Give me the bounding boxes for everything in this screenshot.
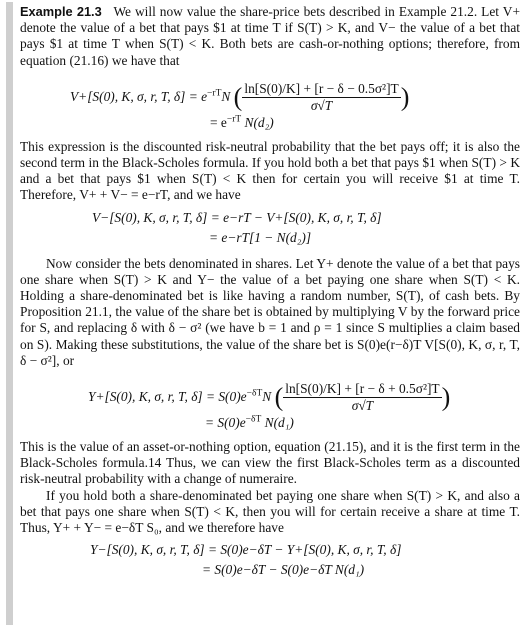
eq3-fraction — [283, 381, 441, 414]
eq1-lhs: V+[S(0), K, σ, r, T, δ] = e — [70, 88, 208, 104]
eq1-exp: −rT — [207, 88, 222, 99]
example-intro-text: We will now value the share-price bets described in Example 21.2. Let V+ denote the value of a bet that pays $1 at time T if S(T) > K, and V− the value of a bet that pays $1 at time T when S(T) < K. Both bets are cash-or-nothing options; therefore, from equation (21.16) we have that — [20, 4, 520, 68]
equation-y-plus: Y+[S(0), K, σ, r, T, $\delta] = S(0)e^{-\delta T}N$ ( $\frac{\text{ln[S(0)/K] + [r − δ + 0.5σ²]T}}{\sigma√T}$ ) = $S(0)e^{-\delta T}$ N(d₁) — [88, 381, 451, 431]
eq4-line1: Y−[S(0), K, σ, r, T, δ] = S(0)e−δT − Y+[S(0), K, σ, r, T, δ] — [90, 542, 402, 558]
equation-v-minus — [20, 204, 520, 250]
eq1-line2-exp: −rT — [226, 114, 242, 125]
example-intro-paragraph — [20, 4, 520, 69]
eq1-n: N — [221, 88, 231, 104]
eq1-fraction — [242, 81, 400, 114]
example-heading: Example 21.3 — [20, 4, 102, 19]
eq3-lhs: Y+[S(0), K, σ, r, T, δ] = S(0)e — [88, 388, 247, 404]
eq4-line2: = S(0)e−δT − S(0)e−δT N(d₁) — [202, 562, 365, 578]
paragraph-3: Now consider the bets denominated in shares. Let Y+ denote the value of a bet that pays one share when S(T) > K and Y− the value of a bet paying one share when S(T) < K. Holding a share-denominated bet is like having a random number, S(T), of cash bets. By Proposition 21.1, the value of the share bet is obtained by multiplying V by the forward price for S, and replacing δ with δ − σ² (we have b = 1 and ρ = 1 since S multiplies a claim based on S). Making these substitutions, the value of the share bet is S(0)e(r−δ)T V[S(0), K, σ, r, T, δ − σ²], or — [20, 255, 520, 368]
eq3-n: N — [262, 388, 272, 404]
eq2-line2: = e−rT[1 − N(d₂)] — [209, 229, 312, 245]
eq1-numerator: ln[S(0)/K] + [r − δ − 0.5σ²]T — [242, 81, 400, 98]
eq3-numerator: ln[S(0)/K] + [r − δ + 0.5σ²]T — [283, 381, 441, 398]
paragraph-5: If you hold both a share-denominated bet paying one share when S(T) > K, and also a bet that pays one share when S(T) < K, then you will for certain receive a share at time T. Thus, Y+ + Y− = e−δT S₀, and we therefore have — [20, 487, 520, 536]
equation-v-plus: V+[S(0), K, σ, r, T, $\delta] = e^{-rT}N$ ( $\frac{\text{ln[S(0)/K] + [r − δ − 0.5σ²]T}}{\sigma√T}$ ) = $e^{-rT}$ N(d₂) — [70, 80, 410, 130]
paragraph-2: This expression is the discounted risk-neutral probability that the bet pays off; it is also the second term in the Black-Scholes formula. If you hold both a bet that pays $1 when S(T) > K and a bet that pays $1 when S(T) < K then for certain you will receive $1 at time T. Therefore, V+ + V− = e−rT, and we have — [20, 138, 520, 203]
eq3-line2-exp: −δT — [245, 414, 262, 425]
document-body — [20, 4, 520, 582]
eq3-exp: −δT — [246, 388, 263, 399]
equation-y-minus — [20, 536, 520, 582]
eq1-line2-rest: N(d₂) — [244, 114, 274, 130]
eq2-line1: V−[S(0), K, σ, r, T, δ] = e−rT − V+[S(0), K, σ, r, T, δ] — [92, 209, 382, 225]
eq1-denominator: σ√T — [310, 98, 333, 114]
eq3-line2-rest: N(d₁) — [264, 415, 294, 431]
left-margin-bar — [6, 2, 13, 625]
paragraph-4: This is the value of an asset-or-nothing option, equation (21.15), and it is the first term in the Black-Scholes formula.14 Thus, we can view the first Black-Scholes term as a discounted risk-neutral probability with a change of numeraire. — [20, 439, 520, 487]
eq3-denominator: σ√T — [351, 398, 374, 414]
eq1-line2: = e — [210, 114, 227, 130]
eq3-line2: = S(0)e — [205, 415, 246, 431]
